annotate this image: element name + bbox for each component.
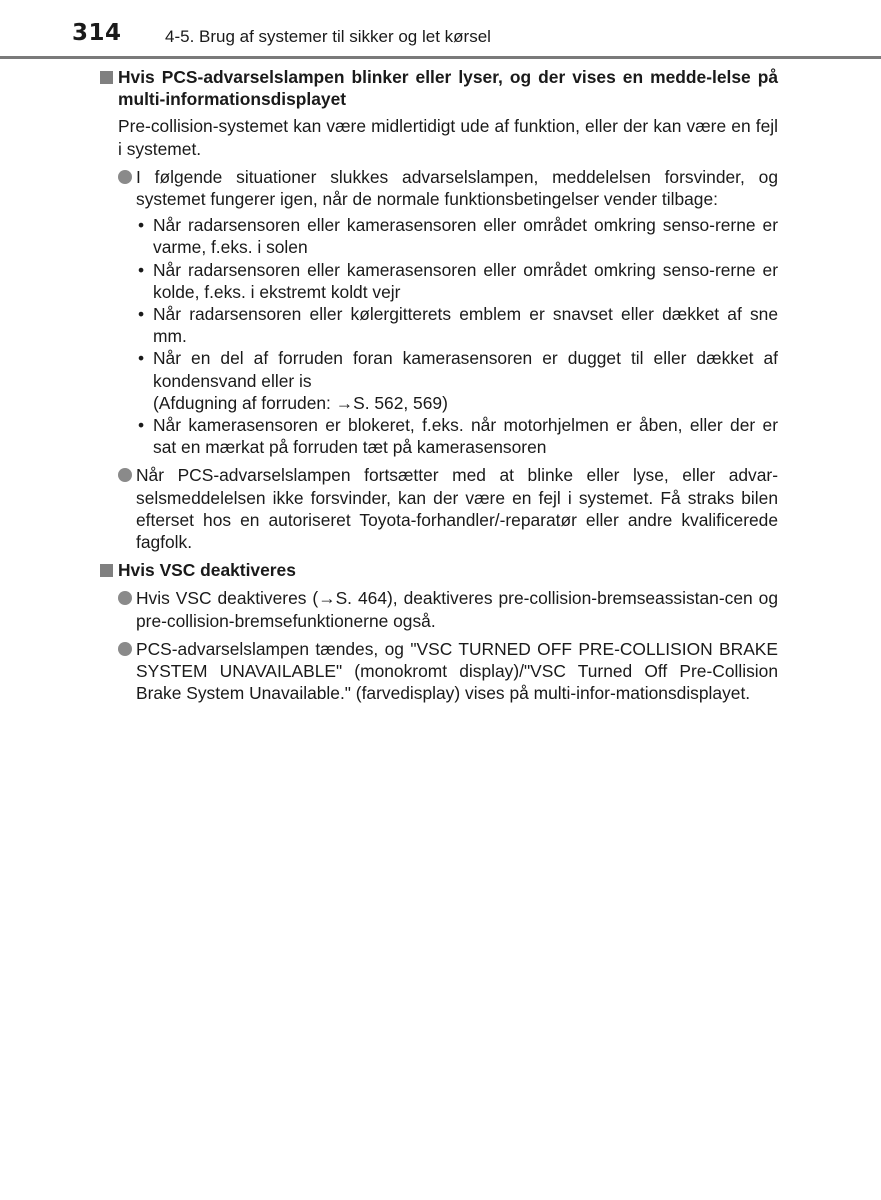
sub-list-item-text: Når radarsensoren eller kamerasensoren eller området omkring senso-rerne er kolde, f.eks. i ekstremt koldt vejr [153, 259, 778, 302]
sub-list-item [136, 347, 778, 414]
section-paragraph: Pre-collision-systemet kan være midlertidigt ude af funktion, eller der kan være en fejl i systemet. [118, 116, 778, 159]
list-item-text: Hvis VSC deaktiveres (→S. 464), deaktiveres pre-collision-bremseassistan-cen og pre-collision-bremsefunktionerne også. [136, 588, 778, 631]
circle-bullet-icon [118, 468, 132, 482]
sub-list [136, 214, 778, 458]
dot-bullet-icon: • [138, 415, 145, 436]
list-item [118, 638, 778, 705]
page-number: 314 [72, 20, 122, 46]
cross-reference-note: (Afdugning af forruden: →S. 562, 569) [153, 392, 448, 413]
sub-list-item-text: Når en del af forruden foran kamerasensoren er dugget til eller dækket af kondensvand eller is [153, 348, 778, 391]
list-item-text: Når PCS-advarselslampen fortsætter med at blinke eller lyse, eller advar-selsmeddelelsen ikke forsvinder, kan der være en fejl i systemet. Få straks bilen efterset hos en autoriseret Toyota-forhandler/-reparatør eller andre kvalificerede fagfolk. [136, 465, 778, 553]
circle-bullet-icon [118, 591, 132, 605]
chapter-title: 4-5. Brug af systemer til sikker og let kørsel [165, 27, 491, 46]
sub-list-item [136, 259, 778, 303]
sub-list-item-text: Når kamerasensoren er blokeret, f.eks. når motorhjelmen er åben, eller der er sat en mærkat på forruden tæt på kamerasensoren [153, 415, 778, 458]
circle-bullet-icon [118, 642, 132, 656]
section-heading-text: Hvis PCS-advarselslampen blinker eller lyser, og der vises en medde-lelse på multi-informationsdisplayet [118, 67, 778, 110]
circle-bullet-icon [118, 170, 132, 184]
sub-list-item [136, 303, 778, 347]
section-heading-vsc [100, 559, 778, 581]
sub-list-item [136, 214, 778, 258]
square-bullet-icon [100, 71, 113, 84]
square-bullet-icon [100, 564, 113, 577]
list-item-text: PCS-advarselslampen tændes, og "VSC TURNED OFF PRE-COLLISION BRAKE SYSTEM UNAVAILABLE" (monokromt display)/"VSC Turned Off Pre-Collision Brake System Unavailable." (farvedisplay) vises på multi-infor-mationsdisplayet. [136, 638, 778, 704]
dot-bullet-icon: • [138, 259, 145, 280]
list-item [118, 166, 778, 210]
header-divider [0, 56, 881, 59]
dot-bullet-icon: • [138, 304, 145, 325]
dot-bullet-icon: • [138, 348, 145, 369]
list-item-text: I følgende situationer slukkes advarselslampen, meddelelsen forsvinder, og systemet fungerer igen, når de normale funktionsbetingelser vender tilbage: [136, 166, 778, 210]
section-heading-pcs [100, 66, 778, 110]
sub-list-item [136, 414, 778, 458]
list-item [118, 587, 778, 631]
sub-list-item-text: Når radarsensoren eller kamerasensoren eller området omkring senso-rerne er varme, f.eks. i solen [153, 215, 778, 258]
section-heading-text: Hvis VSC deaktiveres [118, 560, 296, 581]
page-content [100, 66, 778, 704]
page-header [0, 0, 881, 60]
list-item [118, 464, 778, 553]
dot-bullet-icon: • [138, 215, 145, 236]
sub-list-item-text: Når radarsensoren eller kølergitterets emblem er snavset eller dækket af sne mm. [153, 304, 778, 347]
